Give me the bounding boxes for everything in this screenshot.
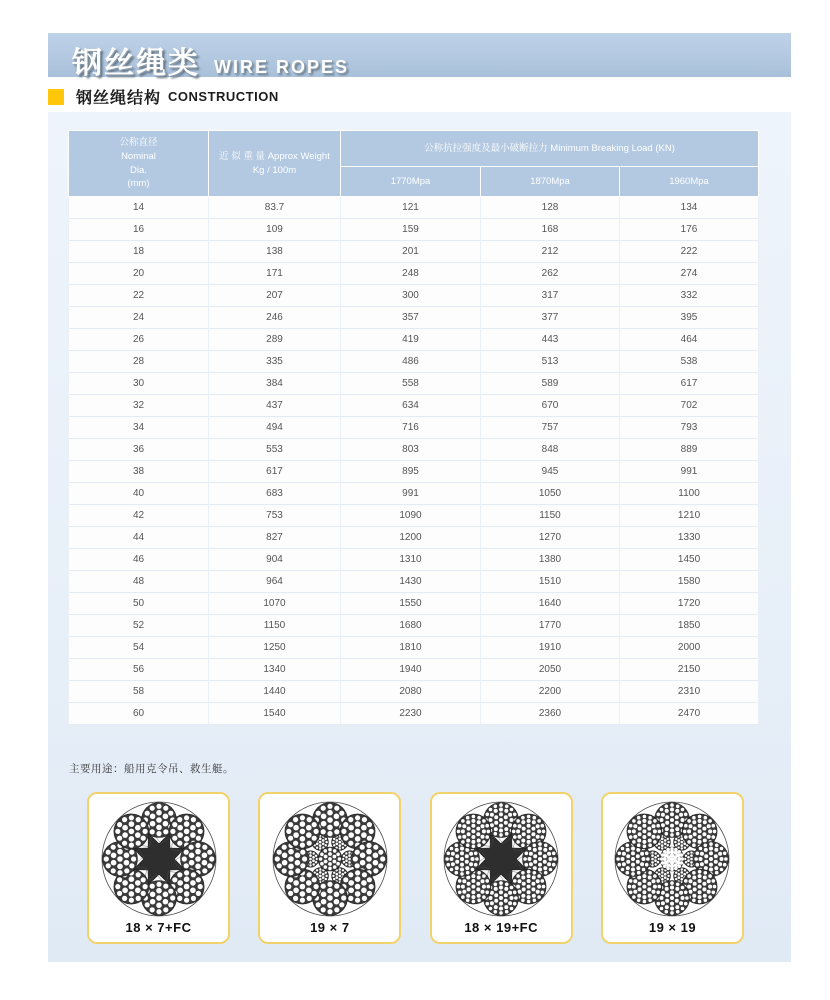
table-cell: 26 (69, 329, 209, 351)
table-cell: 2050 (481, 659, 620, 681)
rope-construction-label: 18 × 7+FC (125, 920, 192, 935)
table-row (69, 285, 759, 307)
table-row (69, 461, 759, 483)
table-cell: 22 (69, 285, 209, 307)
rope-diagram-card (430, 792, 573, 944)
header-nominal-dia (69, 131, 209, 197)
table-cell: 1810 (341, 637, 481, 659)
content-panel (48, 112, 791, 962)
table-cell: 1550 (341, 593, 481, 615)
table-cell: 46 (69, 549, 209, 571)
table-cell: 991 (620, 461, 759, 483)
table-cell: 56 (69, 659, 209, 681)
table-cell: 1380 (481, 549, 620, 571)
table-row (69, 329, 759, 351)
table-cell: 538 (620, 351, 759, 373)
table-cell: 44 (69, 527, 209, 549)
table-cell: 1720 (620, 593, 759, 615)
table-row (69, 549, 759, 571)
table-cell: 48 (69, 571, 209, 593)
table-cell: 617 (209, 461, 341, 483)
table-row (69, 439, 759, 461)
table-cell: 357 (341, 307, 481, 329)
table-cell: 50 (69, 593, 209, 615)
table-cell: 159 (341, 219, 481, 241)
table-cell: 2470 (620, 703, 759, 725)
table-cell: 248 (341, 263, 481, 285)
table-cell: 32 (69, 395, 209, 417)
table-row (69, 219, 759, 241)
rope-cross-section-diagram (99, 799, 219, 919)
table-cell: 793 (620, 417, 759, 439)
rope-cross-section-diagram (612, 799, 732, 919)
table-row (69, 571, 759, 593)
table-row (69, 197, 759, 219)
rope-construction-label: 18 × 19+FC (464, 920, 538, 935)
table-cell: 377 (481, 307, 620, 329)
header-line: Kg / 100m (252, 164, 297, 176)
table-cell: 2200 (481, 681, 620, 703)
table-cell: 176 (620, 219, 759, 241)
table-cell: 1050 (481, 483, 620, 505)
table-cell: 28 (69, 351, 209, 373)
table-cell: 60 (69, 703, 209, 725)
table-cell: 274 (620, 263, 759, 285)
table-cell: 757 (481, 417, 620, 439)
table-cell: 702 (620, 395, 759, 417)
section-title-chinese: 钢丝绳结构 (76, 90, 162, 107)
table-cell: 945 (481, 461, 620, 483)
table-cell: 335 (209, 351, 341, 373)
table-cell: 2080 (341, 681, 481, 703)
table-cell: 1770 (481, 615, 620, 637)
page-title-chinese: 钢丝绳类 (72, 47, 200, 80)
rope-construction-label: 19 × 19 (648, 920, 697, 935)
table-cell: 617 (620, 373, 759, 395)
table-cell: 20 (69, 263, 209, 285)
table-cell: 513 (481, 351, 620, 373)
table-cell: 246 (209, 307, 341, 329)
table-row (69, 351, 759, 373)
table-row (69, 703, 759, 725)
page-title-english: WIRE ROPES (214, 57, 350, 77)
table-cell: 395 (620, 307, 759, 329)
table-cell: 589 (481, 373, 620, 395)
table-row (69, 615, 759, 637)
table-cell: 1210 (620, 505, 759, 527)
header-breaking-load-group: 公称抗拉强度及最小破断拉力 Minimum Breaking Load (KN) (341, 131, 759, 167)
table-cell: 54 (69, 637, 209, 659)
table-row (69, 593, 759, 615)
table-cell: 1510 (481, 571, 620, 593)
table-cell: 2150 (620, 659, 759, 681)
table-row (69, 417, 759, 439)
table-cell: 109 (209, 219, 341, 241)
table-cell: 964 (209, 571, 341, 593)
table-row (69, 373, 759, 395)
table-cell: 437 (209, 395, 341, 417)
rope-diagram-row (87, 792, 744, 944)
spec-table (68, 130, 759, 725)
section-header (48, 85, 279, 108)
table-cell: 803 (341, 439, 481, 461)
table-cell: 24 (69, 307, 209, 329)
header-line: 近 似 重 量 Approx Weight (219, 150, 330, 162)
table-cell: 1450 (620, 549, 759, 571)
table-cell: 16 (69, 219, 209, 241)
table-cell: 36 (69, 439, 209, 461)
table-row (69, 527, 759, 549)
rope-diagram-card (601, 792, 744, 944)
table-cell: 1430 (341, 571, 481, 593)
yellow-square-icon (48, 89, 64, 105)
table-cell: 171 (209, 263, 341, 285)
table-cell: 40 (69, 483, 209, 505)
table-cell: 895 (341, 461, 481, 483)
table-cell: 168 (481, 219, 620, 241)
header-line: 公称直径 (119, 136, 158, 148)
table-cell: 1640 (481, 593, 620, 615)
table-row (69, 307, 759, 329)
table-cell: 1310 (341, 549, 481, 571)
table-cell: 30 (69, 373, 209, 395)
table-cell: 262 (481, 263, 620, 285)
table-cell: 670 (481, 395, 620, 417)
table-cell: 317 (481, 285, 620, 307)
table-cell: 634 (341, 395, 481, 417)
table-cell: 42 (69, 505, 209, 527)
table-row (69, 637, 759, 659)
table-cell: 2000 (620, 637, 759, 659)
table-row (69, 659, 759, 681)
table-cell: 1150 (209, 615, 341, 637)
table-row (69, 263, 759, 285)
table-cell: 58 (69, 681, 209, 703)
table-cell: 1540 (209, 703, 341, 725)
table-cell: 1070 (209, 593, 341, 615)
table-cell: 1100 (620, 483, 759, 505)
table-cell: 1250 (209, 637, 341, 659)
table-row (69, 395, 759, 417)
table-cell: 1330 (620, 527, 759, 549)
table-cell: 52 (69, 615, 209, 637)
table-cell: 1580 (620, 571, 759, 593)
table-cell: 332 (620, 285, 759, 307)
table-cell: 83.7 (209, 197, 341, 219)
table-cell: 222 (620, 241, 759, 263)
table-cell: 38 (69, 461, 209, 483)
table-cell: 716 (341, 417, 481, 439)
table-cell: 1270 (481, 527, 620, 549)
table-cell: 464 (620, 329, 759, 351)
table-cell: 1910 (481, 637, 620, 659)
table-row (69, 483, 759, 505)
page-title (48, 33, 791, 80)
header-grade-1870: 1870Mpa (481, 167, 620, 197)
table-cell: 207 (209, 285, 341, 307)
table-cell: 1200 (341, 527, 481, 549)
header-grade-1960: 1960Mpa (620, 167, 759, 197)
header-grade-1770: 1770Mpa (341, 167, 481, 197)
usage-note: 主要用途：船用克令吊、救生艇。 (69, 763, 234, 775)
table-cell: 212 (481, 241, 620, 263)
table-cell: 1340 (209, 659, 341, 681)
rope-diagram-card (258, 792, 401, 944)
table-cell: 683 (209, 483, 341, 505)
table-cell: 494 (209, 417, 341, 439)
table-cell: 14 (69, 197, 209, 219)
rope-cross-section-diagram (441, 799, 561, 919)
table-cell: 2310 (620, 681, 759, 703)
header-line: (mm) (127, 178, 150, 190)
table-cell: 384 (209, 373, 341, 395)
table-cell: 558 (341, 373, 481, 395)
rope-diagram-card (87, 792, 230, 944)
rope-cross-section-diagram (270, 799, 390, 919)
header-line: Dia. (130, 164, 147, 176)
table-cell: 827 (209, 527, 341, 549)
table-cell: 753 (209, 505, 341, 527)
table-cell: 419 (341, 329, 481, 351)
spec-table-body (69, 197, 759, 725)
table-cell: 991 (341, 483, 481, 505)
section-title-english: CONSTRUCTION (168, 89, 279, 104)
table-cell: 300 (341, 285, 481, 307)
table-cell: 1090 (341, 505, 481, 527)
table-cell: 2360 (481, 703, 620, 725)
spec-table-header (69, 131, 759, 197)
table-cell: 289 (209, 329, 341, 351)
table-cell: 34 (69, 417, 209, 439)
table-cell: 1680 (341, 615, 481, 637)
header-approx-weight (209, 131, 341, 197)
table-row (69, 505, 759, 527)
table-cell: 1940 (341, 659, 481, 681)
table-cell: 1850 (620, 615, 759, 637)
table-cell: 486 (341, 351, 481, 373)
table-cell: 443 (481, 329, 620, 351)
table-cell: 128 (481, 197, 620, 219)
table-cell: 553 (209, 439, 341, 461)
table-cell: 201 (341, 241, 481, 263)
table-row (69, 241, 759, 263)
table-row (69, 681, 759, 703)
table-cell: 138 (209, 241, 341, 263)
table-cell: 134 (620, 197, 759, 219)
rope-construction-label: 19 × 7 (310, 920, 350, 935)
table-cell: 121 (341, 197, 481, 219)
table-cell: 1150 (481, 505, 620, 527)
table-cell: 848 (481, 439, 620, 461)
table-cell: 1440 (209, 681, 341, 703)
table-cell: 889 (620, 439, 759, 461)
table-cell: 904 (209, 549, 341, 571)
table-cell: 2230 (341, 703, 481, 725)
table-cell: 18 (69, 241, 209, 263)
header-line: Nominal (121, 150, 156, 162)
